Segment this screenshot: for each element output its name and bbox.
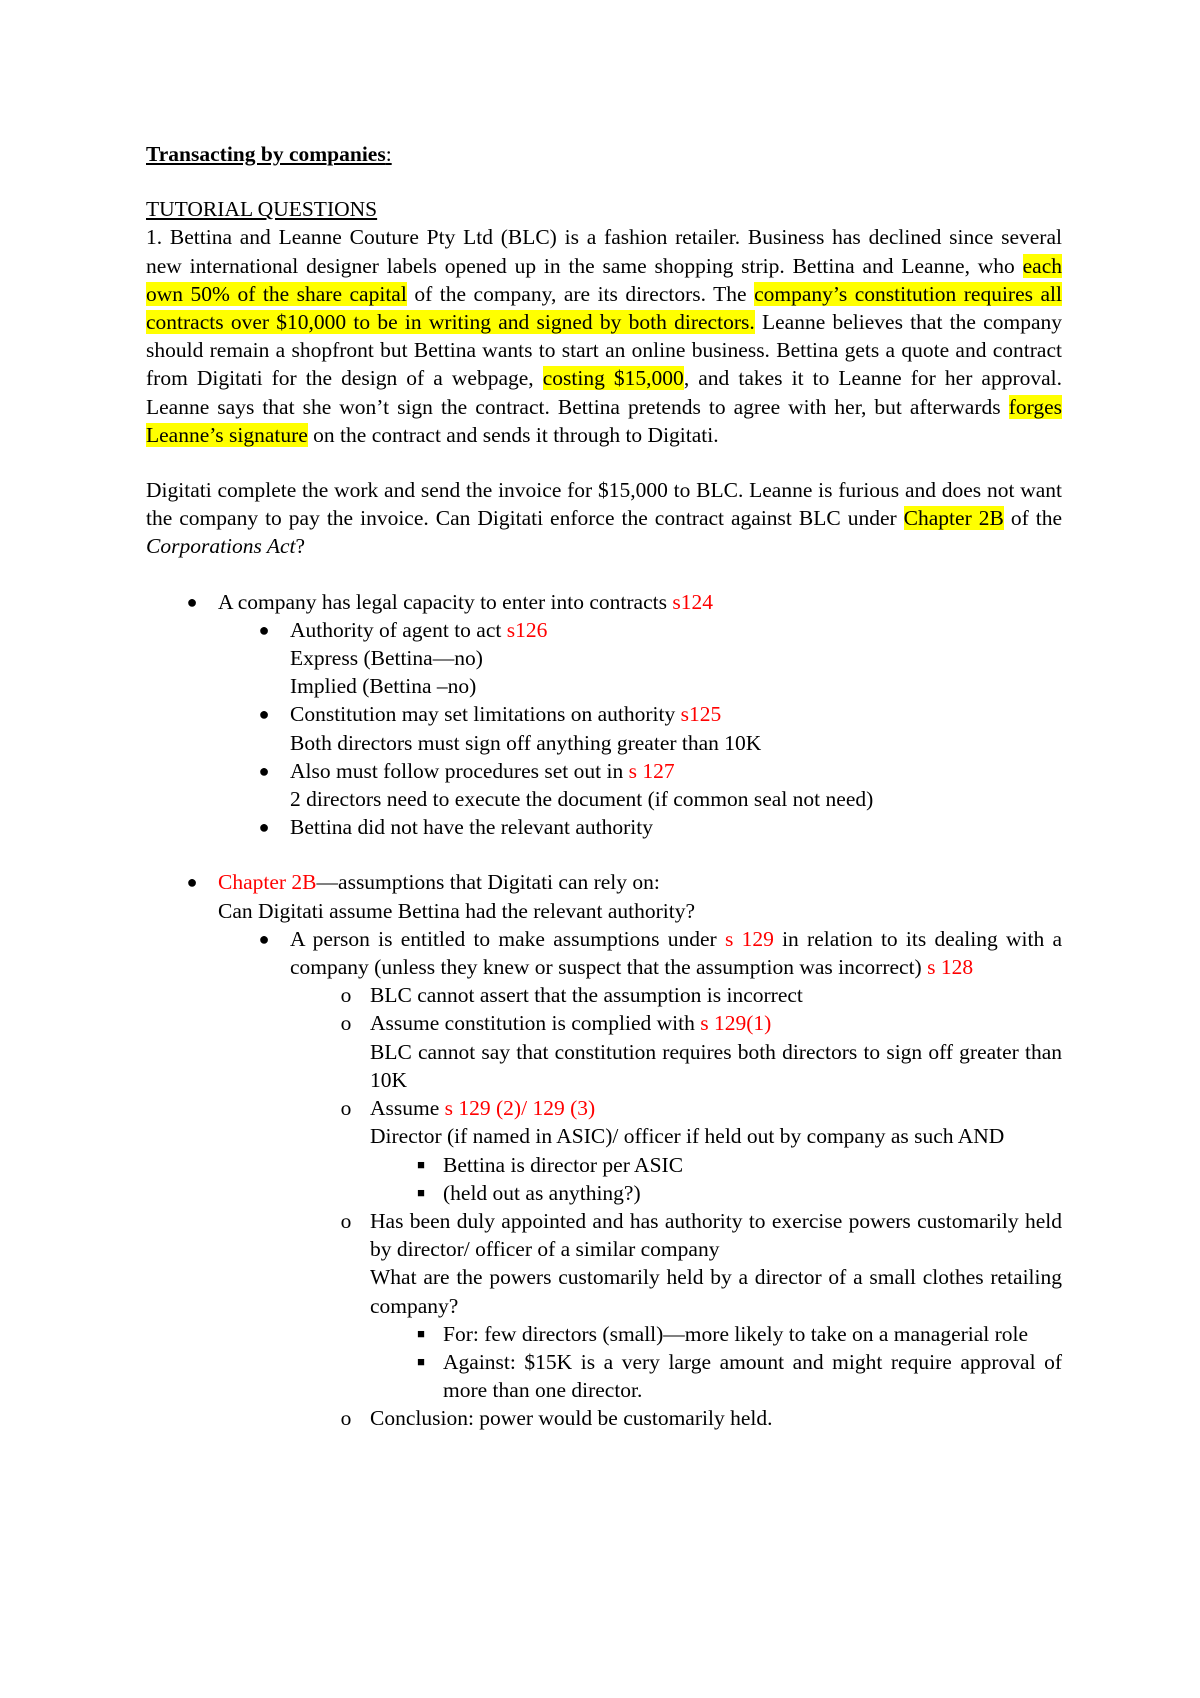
item-text: Bettina is director per ASIC bbox=[443, 1152, 684, 1177]
item-note: Director (if named in ASIC)/ officer if held out by company as such AND bbox=[370, 1124, 1005, 1149]
item-text: A company has legal capacity to enter into contracts bbox=[218, 589, 673, 614]
item-text: A person is entitled to make assumptions under bbox=[290, 926, 725, 951]
section-ref: s 129 bbox=[724, 926, 774, 951]
hollow-bullet-icon: o bbox=[340, 983, 352, 1008]
list-item bbox=[340, 1404, 1062, 1432]
para1-text-1: 1. Bettina and Leanne Couture Pty Ltd (BLC) is a fashion retailer. Business has declined since several new international designer labels opened up in the same shopping strip. Bettina and Leanne, who bbox=[146, 225, 1062, 278]
item-text: Authority of agent to act bbox=[290, 617, 507, 642]
list-item bbox=[258, 813, 1062, 841]
item-text: Has been duly appointed and has authority to exercise powers customarily held by director/ officer of a similar company bbox=[370, 1208, 1062, 1262]
hollow-bullet-icon: o bbox=[340, 1208, 352, 1233]
list-item bbox=[186, 588, 1062, 842]
item-text: (held out as anything?) bbox=[443, 1180, 641, 1205]
item-note: 2 directors need to execute the document (if common seal not need) bbox=[290, 787, 874, 812]
bullet-icon: ● bbox=[258, 704, 270, 725]
list-item bbox=[186, 868, 1062, 1432]
item-note: Both directors must sign off anything greater than 10K bbox=[290, 730, 762, 755]
item-text: Also must follow procedures set out in bbox=[290, 758, 629, 783]
list-item bbox=[258, 700, 1062, 756]
para1-text-2: of the company, are its directors. The bbox=[406, 281, 755, 306]
list-item bbox=[417, 1320, 1062, 1348]
item-text: For: few directors (small)—more likely to take on a managerial role bbox=[443, 1321, 1029, 1346]
item-text: Assume bbox=[370, 1096, 445, 1121]
list-item bbox=[417, 1179, 1062, 1207]
bullet-icon: ● bbox=[258, 619, 270, 640]
document-page bbox=[146, 140, 1062, 1433]
answer-list-1 bbox=[146, 588, 1062, 842]
section-ref: s 128 bbox=[927, 955, 974, 980]
hollow-bullet-icon: o bbox=[340, 1406, 352, 1431]
para2-text-3: ? bbox=[295, 534, 306, 559]
item-text: —assumptions that Digitati can rely on: bbox=[316, 870, 660, 895]
list-item bbox=[340, 1207, 1062, 1404]
list-item bbox=[258, 757, 1062, 813]
item-text: BLC cannot assert that the assumption is incorrect bbox=[370, 983, 803, 1008]
item-note: Implied (Bettina –no) bbox=[290, 674, 477, 699]
list-item bbox=[340, 1094, 1062, 1207]
title-colon: : bbox=[385, 142, 392, 166]
bullet-icon: ● bbox=[186, 872, 198, 893]
list-item bbox=[258, 925, 1062, 1433]
section-ref: s126 bbox=[506, 617, 548, 642]
square-bullet-icon: ■ bbox=[417, 1353, 425, 1369]
item-note: BLC cannot say that constitution requires both directors to sign off greater than 10K bbox=[370, 1039, 1062, 1092]
square-bullet-icon: ■ bbox=[417, 1156, 425, 1172]
list-item bbox=[340, 981, 1062, 1009]
question-paragraph bbox=[146, 223, 1062, 449]
section-ref: s 129(1) bbox=[700, 1011, 772, 1036]
item-text: Constitution may set limitations on authority bbox=[290, 702, 681, 727]
bullet-icon: ● bbox=[258, 817, 270, 838]
item-note: Can Digitati assume Bettina had the relevant authority? bbox=[218, 898, 696, 923]
bullet-icon: ● bbox=[186, 591, 198, 612]
para1-highlight-3: costing $15,000 bbox=[542, 366, 684, 391]
hollow-bullet-icon: o bbox=[340, 1011, 352, 1036]
square-bullet-icon: ■ bbox=[417, 1325, 425, 1341]
sq-list bbox=[370, 1320, 1062, 1405]
section-heading: TUTORIAL QUESTIONS bbox=[146, 197, 378, 222]
section-ref: s 129 (2)/ 129 (3) bbox=[444, 1096, 596, 1121]
sub-list bbox=[218, 616, 1062, 842]
bullet-icon: ● bbox=[258, 928, 270, 949]
item-note: What are the powers customarily held by a director of a small clothes retailing company? bbox=[370, 1265, 1062, 1318]
para1-highlight-2: company’s constitution requires all contracts over $10,000 to be in writing and signed by both directors. bbox=[146, 281, 1062, 335]
para1-text-4: , and takes it to Leanne for her approval. Leanne says that she won’t sign the contract. Bettina pretends to agree with her, but afterwards bbox=[146, 366, 1063, 419]
question-paragraph-2 bbox=[146, 476, 1062, 561]
list-item bbox=[417, 1348, 1062, 1404]
para2-text-2: of the bbox=[1003, 506, 1062, 531]
square-bullet-icon: ■ bbox=[417, 1184, 425, 1200]
answer-list-2 bbox=[146, 868, 1062, 1432]
item-text: Assume constitution is complied with bbox=[370, 1011, 701, 1036]
para1-text-3: Leanne believes that the company should remain a shopfront but Bettina wants to start an online business. Bettina gets a quote and contract from Digitati for the design of a webpage, bbox=[146, 310, 1062, 391]
sq-list bbox=[370, 1151, 1062, 1207]
sub-list bbox=[218, 925, 1062, 1433]
bullet-icon: ● bbox=[258, 760, 270, 781]
para2-highlight: Chapter 2B bbox=[903, 506, 1004, 531]
section-ref: s125 bbox=[680, 702, 722, 727]
item-text: Against: $15K is a very large amount and might require approval of more than one director. bbox=[443, 1349, 1062, 1403]
title-text: Transacting by companies bbox=[146, 142, 386, 166]
para2-text-1: Digitati complete the work and send the invoice for $15,000 to BLC. Leanne is furious and does not want the company to pay the invoice. Can Digitati enforce the contract against BLC under bbox=[146, 478, 1062, 531]
item-text: in relation to its dealing with a company (unless they knew or suspect that the assumption was incorrect) bbox=[290, 926, 1062, 980]
section-ref: Chapter 2B bbox=[218, 870, 317, 895]
item-text: Conclusion: power would be customarily held. bbox=[370, 1406, 773, 1431]
sub-sub-list bbox=[290, 981, 1062, 1432]
para1-highlight-4: forges Leanne’s signature bbox=[146, 394, 1062, 447]
section-ref: s124 bbox=[672, 589, 713, 614]
para1-text-5: on the contract and sends it through to Digitati. bbox=[307, 422, 719, 447]
list-item bbox=[417, 1151, 1062, 1179]
list-item bbox=[340, 1009, 1062, 1094]
list-item bbox=[258, 616, 1062, 701]
item-note: Express (Bettina—no) bbox=[290, 646, 483, 671]
hollow-bullet-icon: o bbox=[340, 1096, 352, 1121]
section-ref: s 127 bbox=[628, 758, 675, 783]
doc-title bbox=[146, 140, 1062, 168]
item-text: Bettina did not have the relevant authority bbox=[290, 815, 654, 840]
para2-italic-act: Corporations Act bbox=[146, 534, 296, 559]
para1-highlight-1: each own 50% of the share capital bbox=[146, 253, 1062, 306]
